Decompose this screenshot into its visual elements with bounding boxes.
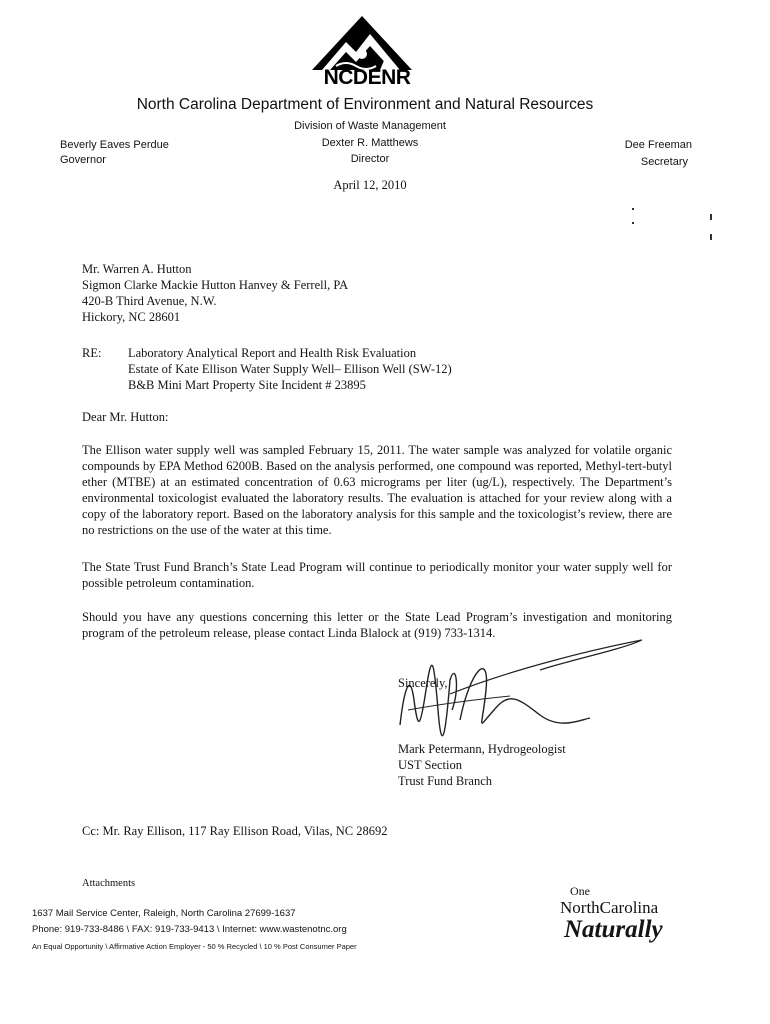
scan-speck xyxy=(710,234,712,240)
footer-eeo: An Equal Opportunity \ Affirmative Action Employer - 50 % Recycled \ 10 % Post Consumer Paper xyxy=(32,942,357,951)
footer-contact: Phone: 919-733-8486 \ FAX: 919-733-9413 \ Internet: www.wastenotnc.org xyxy=(32,924,347,935)
department-name: North Carolina Department of Environment and Natural Resources xyxy=(136,96,594,113)
scan-speck xyxy=(632,222,634,224)
scan-speck xyxy=(710,214,712,220)
re-line-3: B&B Mini Mart Property Site Incident # 23895 xyxy=(128,378,366,392)
recipient-street: 420-B Third Avenue, N.W. xyxy=(82,294,217,308)
secretary-name: Dee Freeman xyxy=(624,139,692,151)
signer-section: UST Section xyxy=(398,758,463,772)
valediction: Sincerely, xyxy=(398,676,448,690)
ncdenr-mountain-logo-icon xyxy=(312,16,412,70)
recipient-firm: Sigmon Clarke Mackie Hutton Hanvey & Ferrell, PA xyxy=(82,278,349,292)
secretary-title: Secretary xyxy=(640,156,688,168)
nc-logo-name: NorthCarolina xyxy=(560,898,659,917)
director-title: Director xyxy=(350,153,390,165)
governor-title: Governor xyxy=(60,154,106,166)
body-paragraph-2: The State Trust Fund Branch’s State Lead Program will continue to periodically monitor your water supply well for possible petroleum contamination. xyxy=(82,560,672,590)
nc-logo-one: One xyxy=(570,884,590,898)
recipient-name: Mr. Warren A. Hutton xyxy=(82,262,192,276)
re-label: RE: xyxy=(82,346,102,360)
scan-speck xyxy=(632,208,634,210)
footer-address: 1637 Mail Service Center, Raleigh, North Carolina 27699-1637 xyxy=(32,908,296,919)
body-paragraph-1: The Ellison water supply well was sampled February 15, 2011. The water sample was analyzed for volatile organic compounds by EPA Method 6200B. Based on the analysis performed, one compound was reported, Methyl-tert-butyl ether (MTBE) at an estimated concentration of 0.63 micrograms per liter (ug/L), respectively. The Department’s environmental toxicologist evaluated the laboratory results. The evaluation is attached for your review along with a copy of the laboratory report. Based on the laboratory analysis for this sample and the toxicologist’s review, there are no restrictions on the use of the water at this time. xyxy=(82,443,672,537)
signer-branch: Trust Fund Branch xyxy=(398,774,492,788)
signer-name-title: Mark Petermann, Hydrogeologist xyxy=(398,742,566,756)
nc-logo-tagline: Naturally xyxy=(564,916,663,943)
body-paragraph-3: Should you have any questions concerning this letter or the State Lead Program’s investigation and monitoring program of the petroleum release, please contact Linda Blalock at (919) 733-1314. xyxy=(82,610,672,640)
letter-date: April 12, 2010 xyxy=(333,178,407,192)
recipient-city: Hickory, NC 28601 xyxy=(82,310,181,324)
governor-name: Beverly Eaves Perdue xyxy=(60,139,169,151)
division-name: Division of Waste Management xyxy=(294,120,446,132)
attachments-label: Attachments xyxy=(82,878,136,889)
director-name: Dexter R. Matthews xyxy=(321,137,419,149)
re-line-1: Laboratory Analytical Report and Health Risk Evaluation xyxy=(128,346,417,360)
cc-line: Cc: Mr. Ray Ellison, 117 Ray Ellison Road, Vilas, NC 28692 xyxy=(82,824,388,838)
re-line-2: Estate of Kate Ellison Water Supply Well– Ellison Well (SW-12) xyxy=(128,362,452,376)
agency-acronym: NCDENR xyxy=(323,66,411,89)
salutation: Dear Mr. Hutton: xyxy=(82,410,169,424)
